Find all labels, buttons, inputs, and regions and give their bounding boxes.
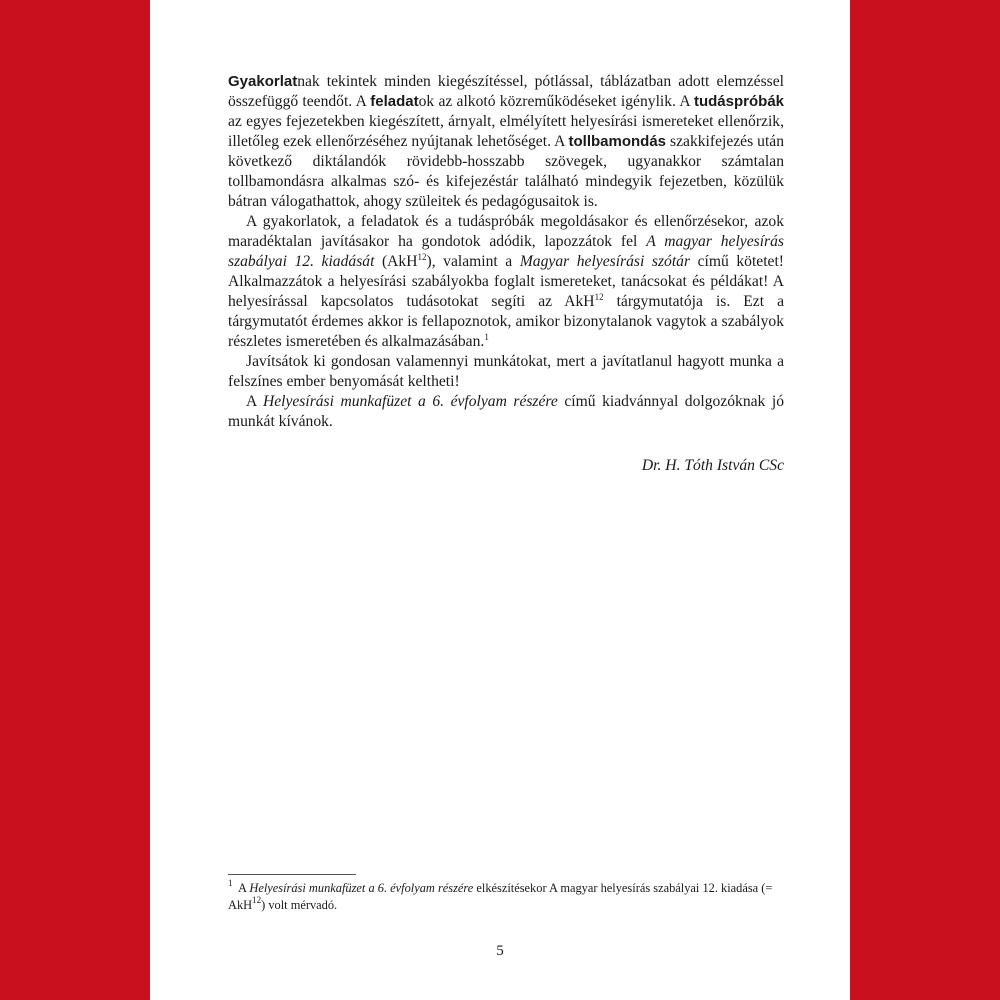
text-run: elkészítésekor A magyar helyesírás szabályai 12. kiadása (= AkH [228, 881, 773, 912]
paragraph-2 [228, 212, 784, 352]
superscript: 12 [594, 292, 604, 302]
text-run: nak tekintek minden kiegészítéssel, pótlással, táblázatban adott elemzéssel összefüggő teendőt. A [228, 73, 784, 110]
text-run: Javítsátok ki gondosan valamennyi munkátokat, mert a javítatlanul hagyott munka a felszínes ember benyomását keltheti! [228, 353, 784, 390]
italic-title: Helyesírási munkafüzet a 6. évfolyam részére [249, 881, 474, 895]
italic-title: Magyar helyesírási szótár [519, 253, 691, 270]
signature: Dr. H. Tóth István CSc [641, 457, 784, 474]
footnote-reference: 1 [484, 332, 489, 342]
italic-title: A magyar helyesírás szabályai 12. kiadását [228, 233, 784, 270]
page-number: 5 [496, 943, 504, 959]
text-run: ), valamint a [426, 253, 520, 270]
text-run: az egyes fejezetekben kiegészített, árnyalt, elmélyített helyesírási ismereteket ellenőrzik, illetőleg ezek ellenőrzéséhez nyújtanak lehetőséget. A [228, 113, 784, 150]
text-run: A [246, 393, 263, 410]
term-tollbamondas: tollbamondás [568, 133, 667, 150]
term-tudaspróbák: tudáspróbák [693, 93, 784, 110]
superscript: 12 [417, 252, 427, 262]
text-run: A [238, 881, 250, 895]
term-feladat: feladat [370, 93, 419, 110]
paragraph-1 [228, 72, 784, 212]
text-run: ) volt mérvadó. [261, 898, 338, 912]
term-gyakorlat: Gyakorlat [228, 73, 298, 90]
text-run: szakkifejezés után következő diktálandók rövidebb-hosszabb szövegek, ugyanakkor számtalan tollbamondásra alkalmas szó- és kifejezéstár található mindegyik fejezetben, közülük bátran válogathattok, ahogy szüleitek és pedagógusaitok is. [228, 133, 784, 210]
page [150, 0, 850, 1000]
italic-title: Helyesírási munkafüzet a 6. évfolyam részére [262, 393, 558, 410]
text-run: ok az alkotó közreműködéseket igénylik. A [418, 93, 694, 110]
text-run: A gyakorlatok, a feladatok és a tudáspróbák megoldásakor és ellenőrzésekor, azok maradéktalan javításakor ha gondotok adódik, lapozzátok fel [228, 213, 784, 250]
paragraph-3 [228, 352, 784, 392]
text-run: című kötetet! Alkalmazzátok a helyesírási szabályokba foglalt ismereteket, tanácsokat és példákat! A helyesírással kapcsolatos tudásotokat segíti az AkH [228, 253, 784, 310]
body-text [228, 72, 784, 476]
superscript: 12 [252, 895, 262, 905]
footnote [228, 880, 784, 914]
footnote-divider [228, 874, 356, 875]
text-run: tárgymutatója is. Ezt a tárgymutatót érdemes akkor is fellapoznotok, amikor bizonytalanok vagytok a szabályok részletes ismeretében és alkalmazásában. [228, 293, 784, 350]
footnote-marker: 1 [228, 878, 233, 888]
paragraph-4 [228, 392, 784, 432]
text-run: (AkH [374, 253, 418, 270]
text-run: című kiadvánnyal dolgozóknak jó munkát kívánok. [228, 393, 785, 430]
